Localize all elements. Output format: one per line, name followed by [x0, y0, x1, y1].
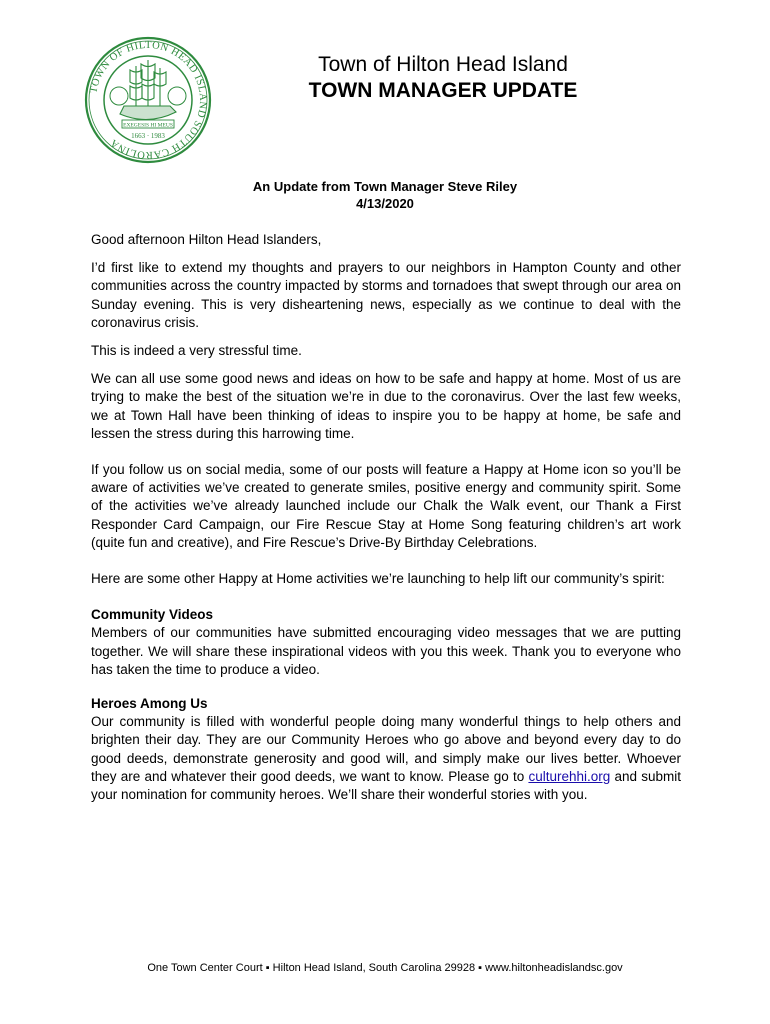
section-text: [91, 713, 681, 804]
document-title: TOWN MANAGER UPDATE: [308, 79, 578, 102]
section-heading: Heroes Among Us: [91, 696, 208, 712]
town-name: Town of Hilton Head Island: [318, 53, 568, 76]
footer-address: One Town Center Court ▪ Hilton Head Island, South Carolina 29928 ▪ www.hiltonheadislandsc.gov: [147, 962, 623, 974]
update-byline: An Update from Town Manager Steve Riley: [252, 179, 518, 194]
section-heading: Community Videos: [91, 607, 214, 623]
heroes-text-before: Our community is filled with wonderful people doing many wonderful things to help others and brighten their day. They are our Community Heroes who go above and beyond every day to do good deeds, demonstrate generosity and good will, and simply make our lives better. Whoever they are and whatever their good deeds, we want to know. Please go to: [91, 714, 681, 784]
letter-body: [91, 231, 681, 815]
seal-year-text: 1663 · 1983: [131, 132, 165, 140]
update-subheading: [0, 178, 770, 212]
paragraph-3: We can all use some good news and ideas on how to be safe and happy at home. Most of us are trying to make the best of the situation we’re in due to the coronavirus. Over the last few weeks, we at Town Hall have been thinking of ideas to inspire you to be happy at home, be safe and lessen the stress during this harrowing time.: [91, 371, 681, 441]
paragraph-4: If you follow us on social media, some of our posts will feature a Happy at Home icon so you’ll be aware of activities we’ve created to generate smiles, positive energy and community spirit. Some of the activities we’ve already launched include our Chalk the Walk event, our Thank a First Responder Card Campaign, our Fire Rescue Stay at Home Song featuring children’s art work (quite fun and creative), and Fire Rescue’s Drive-By Birthday Celebrations.: [91, 462, 681, 550]
section-text: Members of our communities have submitted encouraging video messages that we are putting together. We will share these inspirational videos with you this week. Thank you to everyone who has taken the time to produce a video.: [91, 625, 681, 677]
section-community-videos: [91, 606, 681, 679]
seal-ring-text: TOWN OF HILTON HEAD ISLAND SOUTH CAROLINA: [88, 39, 209, 161]
paragraph-1: I’d first like to extend my thoughts and prayers to our neighbors in Hampton County and other communities across the country impacted by storms and tornadoes that swept through our area on Sunday evening. This is very disheartening news, especially as we continue to deal with the coronavirus crisis.: [91, 260, 681, 330]
town-seal-logo: [84, 36, 212, 164]
section-heroes-among-us: [91, 695, 681, 804]
heroes-text-after: and submit your nomination for community heroes. We’ll share their wonderful stories with you.: [91, 768, 681, 803]
culturehhi-link[interactable]: culturehhi.org: [528, 768, 611, 784]
update-date: 4/13/2020: [356, 196, 414, 211]
document-header: [280, 52, 606, 104]
greeting: Good afternoon Hilton Head Islanders,: [91, 232, 322, 247]
paragraph-2: This is indeed a very stressful time.: [91, 343, 302, 359]
seal-banner-text: EXEGESIS HI MEUS: [123, 122, 173, 129]
paragraph-5: Here are some other Happy at Home activities we’re launching to help lift our community’s spirit:: [91, 571, 665, 587]
